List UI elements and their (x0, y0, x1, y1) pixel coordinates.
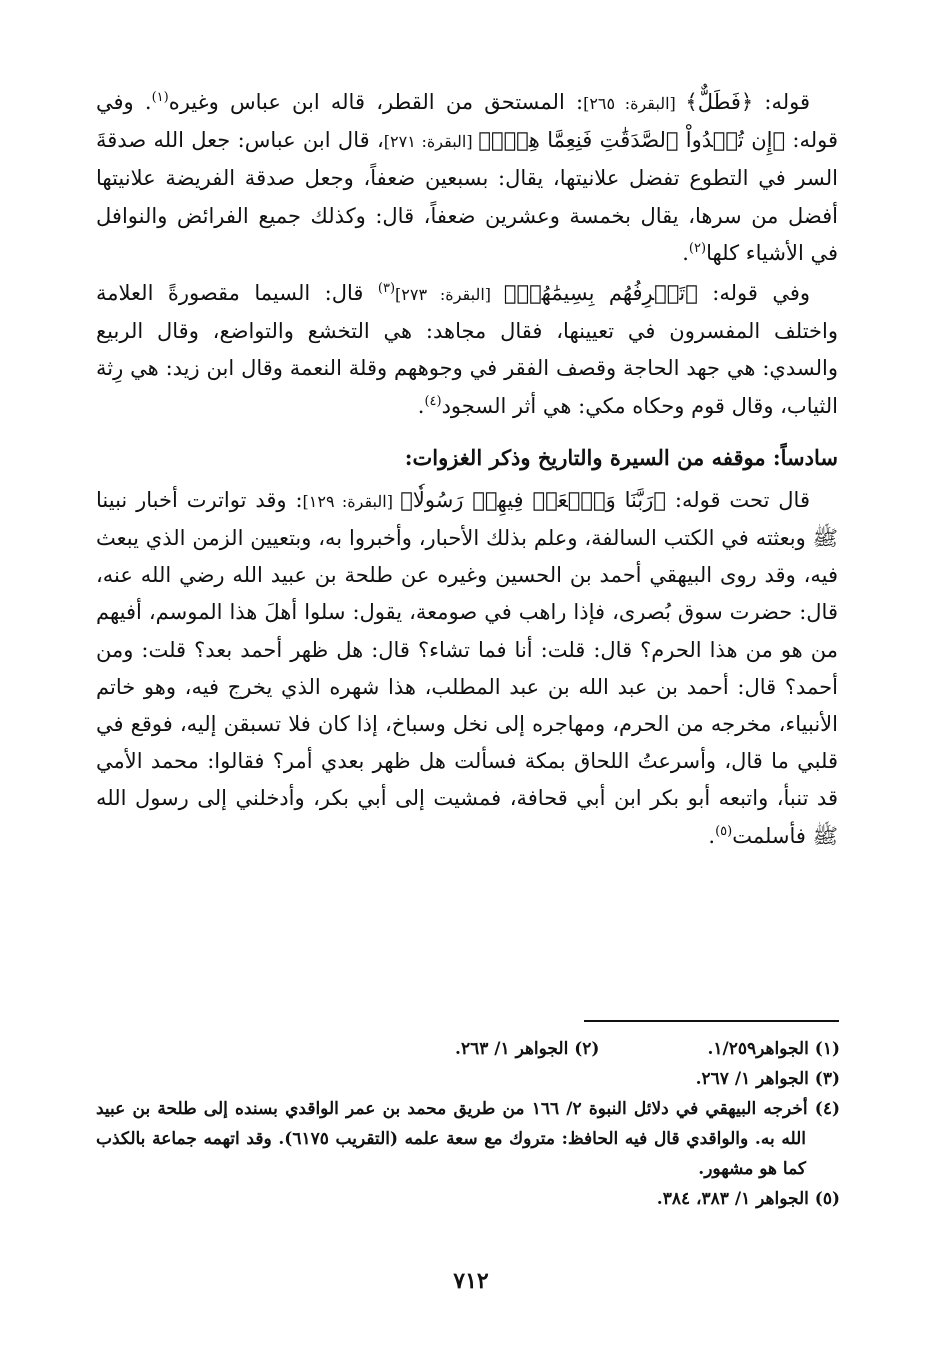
p1-end: . (682, 240, 689, 265)
p3-text: : وقد تواترت أخبار نبينا ﷺ وبعثته في الكتب السالفة، وعلم بذلك الأحبار، وأخبروا به، وبتعيين الزمن الذي يبعث فيه، وقد روى البيهقي أحمد بن الحسين وغيره عن طلحة بن عبيد الله رضي الله عنه، قال: حضرت سوق بُصرى، فإذا راهب في صومعة، يقول: سلوا أهلَ هذا الموسم، أفيهم من هو من هذا الحرم؟ قال: قلت: أنا فما تشاء؟ قال: هل ظهر أحمد بعد؟ قلت: ومن أحمد؟ قال: أحمد بن عبد الله بن عبد المطلب، هذا شهره الذي يخرج فيه، وهو خاتم الأنبياء، مخرجه من الحرم، ومهاجره إلى نخل وسباخ، إذا كان فلا تسبقن إليه، فوقع في قلبي ما قال، وأسرعتُ اللحاق بمكة فسألت هل ظهر بعدي أمر؟ فقالوا: محمد الأمي قد تنبأ، واتبعه أبو بكر ابن أبي قحافة، فمشيت إلى أبي بكر، وأدخلني إلى رسول الله ﷺ فأسلمت (96, 487, 838, 848)
quran-verse-4: ﴿رَبَّنَا وَٱبۡعَثۡ فِيهِمۡ رَسُولٗا﴾ (400, 487, 666, 512)
p3-end: . (708, 823, 716, 848)
footnote-4: (٤) أخرجه البيهقي في دلائل النبوة ٢/ ١٦٦ من طريق محمد بن عمر الواقدي بسنده إلى طلحة بن عبيد الله به. والواقدي قال فيه الحافظ: متروك مع سعة علمه (التقريب ٦١٧٥). وقد اتهمه جماعة بالكذب كما هو مشهور. (96, 1099, 840, 1179)
section-heading: سادساً: موقفه من السيرة والتاريخ وذكر الغزوات: (404, 444, 838, 470)
footnote-marker-4: (٤) (424, 393, 442, 409)
footnote-3: (٣) الجواهر ١/ ٢٦٧. (695, 1069, 840, 1089)
footnote-marker-3: (٣) (377, 281, 396, 297)
p2-before: وفي قوله: (697, 281, 811, 306)
page-body (96, 84, 838, 855)
surah-ref-3: [البقرة: ٢٧٣] (395, 285, 504, 305)
quran-verse-1: ﴿فَطَلٌّ﴾ (685, 90, 754, 114)
paragraph-3 (96, 482, 838, 855)
footnote-marker-5: (٥) (715, 823, 733, 839)
footnote-marker-1: (١) (151, 90, 169, 105)
footnote-3-row (96, 1064, 840, 1094)
p2-text: قال: السيما مقصورةً العلامة واختلف المفسرون في تعيينها، فقال مجاهد: هي التخشع والتواضع، وقال الربيع والسدي: هي جهد الحاجة وقصف الفقر في وجوههم وقلة النعمة وقال ابن زيد: هي رِثة الثياب، وقال قوم وحكاه مكي: هي أثر السجود (96, 281, 838, 418)
quran-verse-2: ﴿إِن تُبۡدُواْ ٱلصَّدَقَٰتِ فَنِعِمَّا هِيَۖ﴾ (478, 128, 786, 153)
surah-ref-2: [البقرة: ٢٧١] (383, 132, 479, 152)
footnotes (96, 1034, 840, 1214)
p1-text-3: ، قال ابن عباس: جعل الله صدقةَ السر في التطوع تفضل علانيتها، يقال: بسبعين ضعفاً، وجعل صدقة الفريضة علانيتها أفضل من سرها، يقال بخمسة وعشرين ضعفاً، قال: وكذلك جميع الفرائض والنوافل في الأشياء كلها (96, 128, 838, 265)
paragraph-1 (96, 84, 838, 272)
footnote-marker-2: (٢) (688, 240, 707, 256)
footnote-row-1 (96, 1034, 840, 1064)
footnote-5-row (96, 1184, 840, 1214)
p3-before: قال تحت قوله: (665, 487, 810, 512)
footnote-1: (١) الجواهر١/٢٥٩. (707, 1039, 840, 1059)
p1-text: : المستحق من القطر، قاله ابن عباس وغيره (168, 90, 584, 114)
p1-before: قوله: (753, 90, 811, 114)
footnote-separator (584, 1020, 839, 1022)
p1-text-2: . وفي قوله: (96, 90, 839, 153)
surah-ref-4: [البقرة: ١٢٩] (302, 491, 401, 511)
p2-end: . (417, 393, 425, 418)
paragraph-2 (96, 275, 838, 425)
footnote-5: (٥) الجواهر ١/ ٣٨٣، ٣٨٤. (656, 1189, 840, 1209)
page-number: ٧١٢ (453, 1268, 489, 1294)
quran-verse-3: ﴿تَعۡرِفُهُم بِسِيمَٰهُمۡ﴾ (503, 281, 698, 306)
footnote-2: (٢) الجواهر ١/ ٢٦٣. (455, 1039, 600, 1059)
footnote-4-row (96, 1094, 840, 1184)
surah-ref-1: [البقرة: ٢٦٥] (583, 94, 686, 113)
